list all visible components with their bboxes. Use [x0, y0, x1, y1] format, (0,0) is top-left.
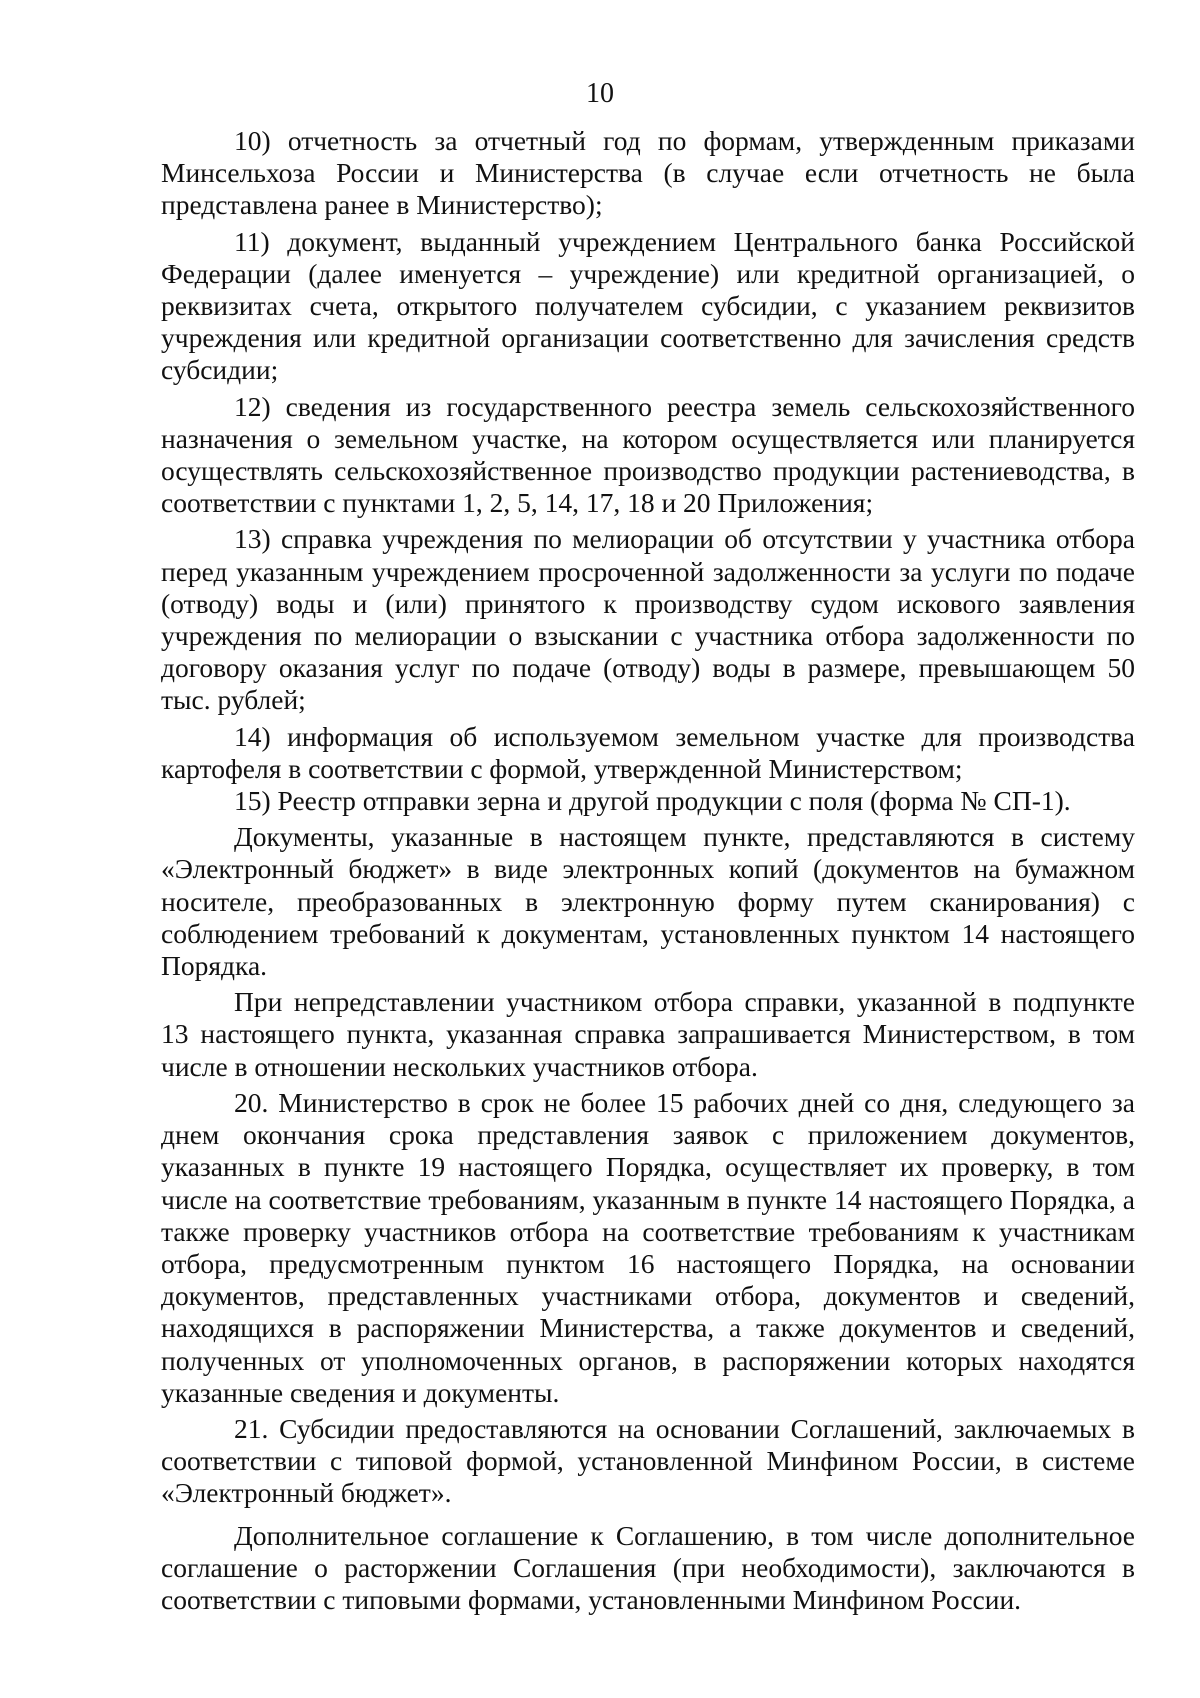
paragraph-item-10: 10) отчетность за отчетный год по формам, утвержденным приказами Минсельхоза России и Министерства (в случае если отчетность не была представлена ранее в Министерство);	[161, 125, 1135, 221]
paragraph-item-14: 14) информация об используемом земельном участке для производства картофеля в соответствии с формой, утвержденной Министерством;	[161, 720, 1135, 784]
paragraph-additional-agreement: Дополнительное соглашение к Соглашению, в том числе дополнительное соглашение о расторжении Соглашения (при необходимости), заключаются в соответствии с типовыми формами, установленными Минфином России.	[161, 1519, 1135, 1615]
page-number: 10	[586, 78, 614, 109]
paragraph-item-15: 15) Реестр отправки зерна и другой продукции с поля (форма № СП-1).	[234, 785, 1071, 817]
paragraph-section-20: 20. Министерство в срок не более 15 рабочих дней со дня, следующего за днем окончания срока представления заявок с приложением документов, указанных в пункте 19 настоящего Порядка, осуществляет их проверку, в том числе на соответствие требованиям, указанным в пункте 14 настоящего Порядка, а также проверку участников отбора на соответствие требованиям к участникам отбора, предусмотренным пунктом 16 настоящего Порядка, на основании документов, представленных участниками отбора, документов и сведений, находящихся в распоряжении Министерства, а также документов и сведений, полученных от уполномоченных органов, в распоряжении которых находятся указанные сведения и документы.	[161, 1086, 1135, 1408]
paragraph-documents-submission: Документы, указанные в настоящем пункте, представляются в систему «Электронный бюджет» в виде электронных копий (документов на бумажном носителе, преобразованных в электронную форму путем сканирования) с соблюдением требований к документам, установленных пунктом 14 настоящего Порядка.	[161, 821, 1135, 982]
paragraph-item-13: 13) справка учреждения по мелиорации об отсутствии у участника отбора перед указанным учреждением просроченной задолженности за услуги по подаче (отводу) воды и (или) принятого к производству судом искового заявления учреждения по мелиорации о взыскании с участника отбора задолженности по договору оказания услуг по подаче (отводу) воды в размере, превышающем 50 тыс. рублей;	[161, 523, 1135, 716]
document-body	[161, 125, 1135, 1616]
paragraph-section-21: 21. Субсидии предоставляются на основании Соглашений, заключаемых в соответствии с типовой формой, установленной Минфином России, в системе «Электронный бюджет».	[161, 1412, 1135, 1509]
paragraph-item-12: 12) сведения из государственного реестра земель сельскохозяйственного назначения о земельном участке, на котором осуществляется или планируется осуществлять сельскохозяйственное производство продукции растениеводства, в соответствии с пунктами 1, 2, 5, 14, 17, 18 и 20 Приложения;	[161, 390, 1135, 519]
paragraph-item-11: 11) документ, выданный учреждением Центрального банка Российской Федерации (далее именуется – учреждение) или кредитной организацией, о реквизитах счета, открытого получателем субсидии, с указанием реквизитов учреждения или кредитной организации соответственно для зачисления средств субсидии;	[161, 225, 1135, 386]
paragraph-certificate-request: При непредставлении участником отбора справки, указанной в подпункте 13 настоящего пункта, указанная справка запрашивается Министерством, в том числе в отношении нескольких участников отбора.	[161, 986, 1135, 1082]
